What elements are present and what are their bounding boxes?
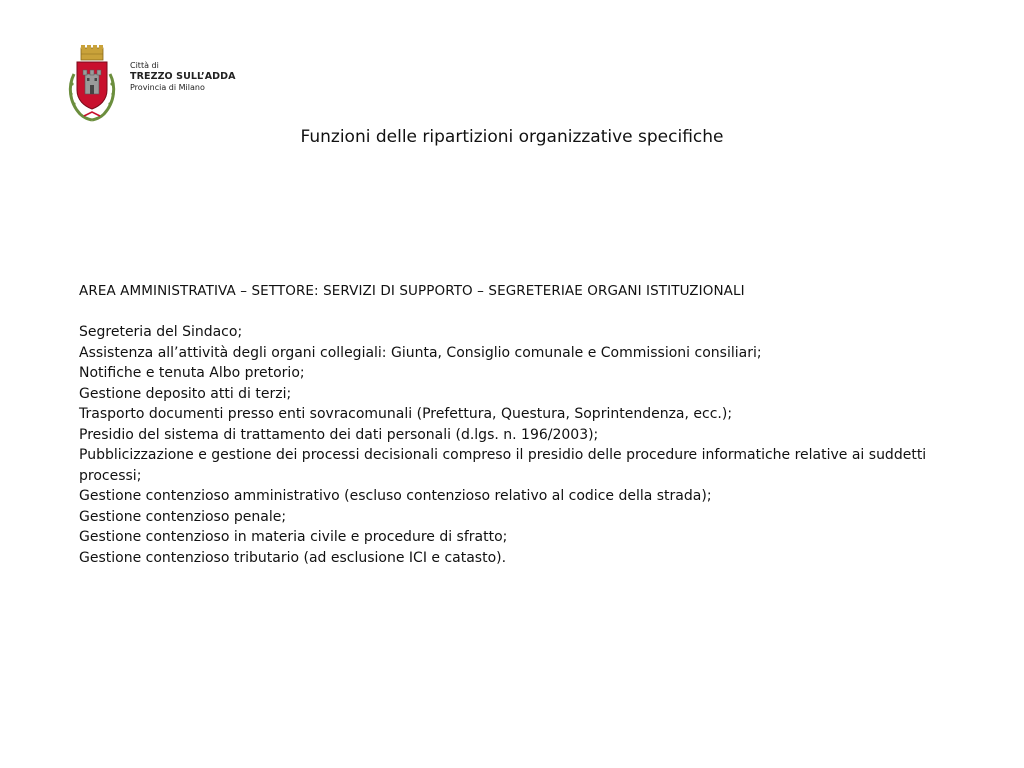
municipality-logo <box>66 44 266 124</box>
logo-wordmark <box>130 60 236 93</box>
section-content <box>79 281 949 568</box>
function-item: Gestione contenzioso tributario (ad esclusione ICI e catasto). <box>79 549 507 566</box>
page-title: Funzioni delle ripartizioni organizzative specifiche <box>300 127 724 147</box>
function-item: Gestione contenzioso amministrativo (escluso contenzioso relativo al codice della strada); <box>79 488 712 504</box>
function-item: Notifiche e tenuta Albo pretorio; <box>79 365 305 381</box>
function-item: Gestione contenzioso in materia civile e procedure di sfratto; <box>79 529 508 545</box>
function-item: Gestione contenzioso penale; <box>79 508 287 525</box>
province-name: Provincia di Milano <box>130 83 205 92</box>
area-heading: AREA AMMINISTRATIVA – SETTORE: SERVIZI DI SUPPORTO – SEGRETERIAE ORGANI ISTITUZIONALI <box>79 283 745 299</box>
functions-list <box>79 322 949 568</box>
function-item: Gestione deposito atti di terzi; <box>79 385 292 402</box>
function-item: Assistenza all’attività degli organi collegiali: Giunta, Consiglio comunale e Commissioni consiliari; <box>79 344 762 361</box>
function-item: Pubblicizzazione e gestione dei processi decisionali compreso il presidio delle procedure informatiche relative ai suddetti processi; <box>79 447 927 484</box>
function-item: Presidio del sistema di trattamento dei dati personali (d.lgs. n. 196/2003); <box>79 426 599 443</box>
function-item: Segreteria del Sindaco; <box>79 324 243 340</box>
function-item: Trasporto documenti presso enti sovracomunali (Prefettura, Questura, Soprintendenza, ecc.); <box>79 406 733 422</box>
coat-of-arms-icon <box>66 44 118 122</box>
city-prefix: Città di <box>130 61 159 70</box>
city-name: TREZZO SULL’ADDA <box>130 71 236 82</box>
